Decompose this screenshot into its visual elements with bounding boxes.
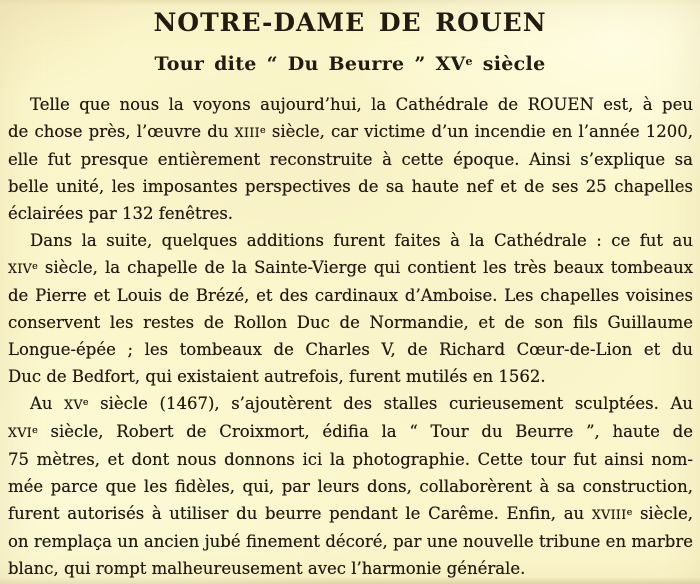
page-subtitle: Tour dite “ Du Beurre ” XVe siècle — [154, 53, 546, 75]
text-line: XIVe siècle, la chapelle de la Sainte-Vierge qui contient les très beaux tombeaux — [8, 258, 693, 277]
text-line: éclairées par 132 fenêtres. — [8, 204, 234, 223]
paragraph — [8, 390, 693, 582]
text-line: Telle que nous la voyons aujourd’hui, la Cathédrale de ROUEN est, à peu — [30, 95, 693, 114]
text-line: de chose près, l’œuvre du XIIIe siècle, car victime d’un incendie en l’année 1200, — [8, 122, 694, 141]
text-line: blanc, qui rompt malheureusement avec l’harmonie générale. — [8, 559, 526, 578]
text-line: elle fut presque entièrement reconstruite à cette époque. Ainsi s’explique sa — [8, 150, 693, 169]
text-line: de Pierre et Louis de Brézé, et des cardinaux d’Amboise. Les chapelles voisines — [8, 286, 693, 305]
paragraph — [8, 227, 693, 390]
text-line: mée parce que les fidèles, qui, par leurs dons, collaborèrent à sa construction, — [8, 477, 693, 496]
paragraph — [8, 91, 693, 227]
page-title: NOTRE-DAME DE ROUEN — [153, 8, 547, 37]
text-line: conservent les restes de Rollon Duc de Normandie, et de son fils Guillaume — [8, 313, 693, 332]
text-line: on remplaça un ancien jubé finement décoré, par une nouvelle tribune en marbre — [8, 532, 693, 551]
text-line: Longue-épée ; les tombeaux de Charles V, de Richard Cœur-de-Lion et du — [8, 340, 693, 359]
text-line: 75 mètres, et dont nous donnons ici la photographie. Cette tour fut ainsi nom- — [8, 450, 693, 469]
text-line: belle unité, les imposantes perspectives de sa haute nef et de ses 25 chapelles — [8, 177, 693, 196]
text-line: Duc de Bedfort, qui existaient autrefois, furent mutilés en 1562. — [8, 367, 546, 386]
document-body — [8, 91, 693, 582]
text-line: Dans la suite, quelques additions furent faites à la Cathédrale : ce fut au — [30, 231, 693, 250]
text-line: furent autorisés à utiliser du beurre pendant le Carême. Enfin, au XVIIIe siècle, — [8, 504, 693, 523]
text-line: XVIe siècle, Robert de Croixmort, édifia la “ Tour du Beurre ”, haute de — [8, 422, 693, 441]
text-line: Au XVe siècle (1467), s’ajoutèrent des stalles curieusement sculptées. Au — [30, 394, 693, 413]
